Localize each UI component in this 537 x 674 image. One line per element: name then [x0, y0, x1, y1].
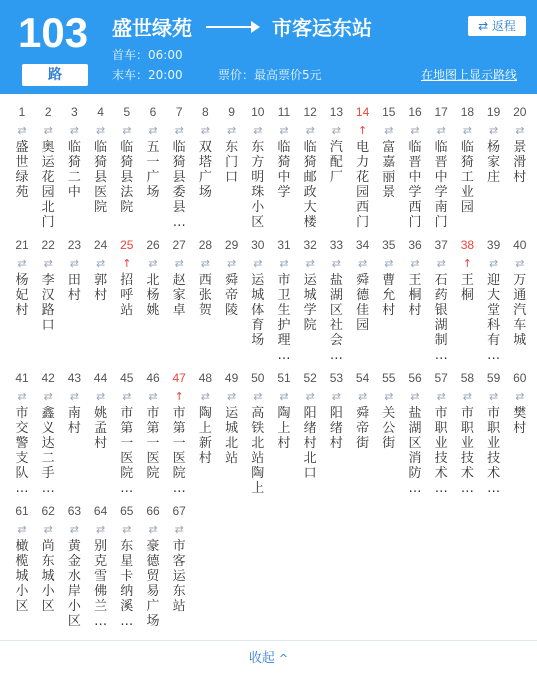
show-route-on-map-link[interactable]: 在地图上显示路线	[421, 68, 518, 82]
end-stop: 市客运东站	[272, 16, 372, 40]
footer	[0, 640, 537, 674]
stop-name: 临 猗 县 法 院	[120, 140, 134, 215]
up-arrow-icon: ↑	[357, 124, 368, 137]
stop-item[interactable]	[402, 237, 428, 318]
stop-item[interactable]	[114, 503, 140, 629]
stop-name: 赵 家 卓	[172, 273, 186, 318]
stop-number: 35	[382, 238, 396, 252]
stop-number: 14	[355, 105, 370, 119]
bidirectional-arrow-icon: ⇄	[384, 390, 394, 403]
stop-item[interactable]	[140, 503, 166, 629]
stop-item[interactable]	[297, 237, 323, 333]
bidirectional-arrow-icon: ⇄	[95, 523, 106, 536]
bidirectional-arrow-icon: ⇄	[69, 257, 79, 270]
stop-item[interactable]	[9, 104, 35, 200]
stop-number: 12	[303, 105, 317, 119]
stop-number: 34	[355, 238, 370, 252]
stop-list	[0, 104, 537, 636]
stop-item[interactable]	[507, 237, 533, 348]
first-bus-label: 首车：	[112, 48, 149, 62]
stop-number: 8	[202, 105, 209, 119]
bidirectional-arrow-icon: ⇄	[462, 124, 472, 137]
stop-number: 65	[120, 504, 134, 518]
stop-name: 舜 德 佳 园	[356, 273, 370, 333]
stop-name: 临 猗 县 医 院	[94, 140, 108, 215]
stop-row	[0, 104, 537, 237]
stop-item[interactable]	[245, 104, 271, 230]
stop-name: 东 门 口	[225, 140, 239, 185]
stop-item[interactable]	[88, 104, 114, 215]
bidirectional-arrow-icon: ⇄	[17, 124, 27, 137]
stop-number: 31	[277, 238, 291, 252]
stop-number: 62	[41, 504, 55, 518]
stop-number: 64	[93, 504, 108, 518]
stop-item[interactable]	[88, 370, 114, 451]
bidirectional-arrow-icon: ⇄	[279, 390, 289, 403]
stop-item[interactable]	[35, 104, 61, 230]
stop-number: 49	[224, 371, 239, 385]
bidirectional-arrow-icon: ⇄	[436, 257, 446, 270]
chevron-up-icon: ^	[278, 652, 289, 665]
stop-name: 田 村	[67, 273, 81, 303]
stop-name: 阳 绪 村 北 口	[303, 406, 317, 481]
bidirectional-arrow-icon: ⇄	[226, 124, 237, 137]
stop-name: 临 晋 中 学 西 门	[408, 140, 422, 230]
stop-item[interactable]	[61, 503, 87, 629]
stop-item[interactable]	[454, 104, 480, 215]
bidirectional-arrow-icon: ⇄	[488, 390, 499, 403]
stop-number: 18	[460, 105, 475, 119]
fare-info: 票价：最高票价5元	[218, 68, 322, 82]
up-arrow-icon: ↑	[122, 257, 132, 270]
stop-number: 20	[513, 105, 527, 119]
stop-item[interactable]	[61, 370, 87, 436]
stop-number: 24	[93, 238, 108, 252]
stop-name: 运 城 学 院	[303, 273, 317, 333]
bidirectional-arrow-icon: ⇄	[174, 124, 184, 137]
stop-name: 招 呼 站	[120, 273, 134, 318]
stop-name: 王 桐	[460, 273, 474, 303]
stop-number: 57	[434, 371, 448, 385]
up-arrow-icon: ↑	[174, 390, 184, 403]
stop-item[interactable]	[35, 370, 61, 496]
stop-number: 1	[18, 105, 26, 119]
stop-item[interactable]	[114, 104, 140, 215]
bidirectional-arrow-icon: ⇄	[515, 257, 525, 270]
stop-item[interactable]	[166, 503, 192, 614]
bidirectional-arrow-icon: ⇄	[331, 390, 341, 403]
bidirectional-arrow-icon: ⇄	[357, 257, 368, 270]
bidirectional-arrow-icon: ⇄	[305, 124, 315, 137]
stop-item[interactable]	[140, 237, 166, 318]
stop-item[interactable]	[376, 237, 402, 318]
stop-item[interactable]	[166, 104, 192, 230]
bidirectional-arrow-icon: ⇄	[462, 390, 472, 403]
stop-number: 37	[434, 238, 448, 252]
stop-item[interactable]	[140, 370, 166, 481]
bidirectional-arrow-icon: ⇄	[174, 523, 184, 536]
bidirectional-arrow-icon: ⇄	[279, 124, 289, 137]
stop-item[interactable]	[192, 104, 218, 200]
stop-number: 58	[460, 371, 475, 385]
stop-item[interactable]	[481, 370, 507, 496]
bidirectional-arrow-icon: ⇄	[253, 257, 263, 270]
bidirectional-arrow-icon: ⇄	[436, 124, 446, 137]
stop-number: 38	[460, 238, 475, 252]
stop-name: 电 力 花 园 西 门	[356, 140, 370, 230]
stop-name: 盛 世 绿 苑	[15, 140, 29, 200]
stop-item[interactable]	[350, 104, 376, 230]
stop-number: 30	[251, 238, 265, 252]
bidirectional-arrow-icon: ⇄	[488, 257, 499, 270]
stop-item[interactable]	[350, 370, 376, 451]
stop-item[interactable]	[9, 370, 35, 496]
stop-item[interactable]	[454, 237, 480, 303]
stop-name: 豪 德 贸 易 广 场	[146, 539, 160, 629]
stop-name: 曹 允 村	[382, 273, 396, 318]
stop-item[interactable]	[140, 104, 166, 200]
stop-item[interactable]	[219, 104, 245, 185]
stop-item[interactable]	[376, 104, 402, 200]
stop-number: 43	[67, 371, 82, 385]
stop-item[interactable]	[350, 237, 376, 333]
stop-item[interactable]	[454, 370, 480, 496]
stop-name: 万 通 汽 车 城	[513, 273, 527, 348]
stop-name: 舜 帝 陵	[225, 273, 239, 318]
start-stop: 盛世绿苑	[112, 16, 192, 40]
bidirectional-arrow-icon: ⇄	[43, 257, 53, 270]
stop-item[interactable]	[297, 370, 323, 481]
stop-name: 市 第 一 医 院 …	[172, 406, 186, 496]
bidirectional-arrow-icon: ⇄	[148, 523, 158, 536]
stop-name: 迎 大 堂 科 有 …	[487, 273, 501, 363]
stop-number: 33	[329, 238, 344, 252]
bidirectional-arrow-icon: ⇄	[515, 124, 525, 137]
stop-name: 高 铁 北 站 陶 上	[251, 406, 265, 496]
stop-number: 19	[486, 105, 501, 119]
stop-name: 市 交 警 支 队 …	[15, 406, 29, 496]
collapse-button[interactable]	[249, 647, 288, 666]
stop-number: 60	[513, 371, 527, 385]
bidirectional-arrow-icon: ⇄	[148, 390, 158, 403]
stop-name: 郭 村	[94, 273, 108, 303]
bidirectional-arrow-icon: ⇄	[331, 257, 341, 270]
stop-item[interactable]	[481, 237, 507, 363]
stop-number: 7	[175, 105, 183, 119]
stop-name: 别 克 雪 佛 兰 …	[94, 539, 108, 629]
stop-item[interactable]	[219, 370, 245, 466]
bidirectional-arrow-icon: ⇄	[17, 523, 27, 536]
stop-name: 关 公 街	[382, 406, 396, 451]
stop-name: 市 职 业 技 术 …	[460, 406, 474, 496]
stop-item[interactable]	[245, 237, 271, 348]
stop-name: 东 方 明 珠 小 区	[251, 140, 265, 230]
stop-item[interactable]	[114, 370, 140, 496]
stop-name: 杨 妃 村	[15, 273, 29, 318]
stop-name: 盐 湖 区 社 会 …	[329, 273, 343, 363]
stop-number: 39	[486, 238, 501, 252]
stop-number: 21	[15, 238, 29, 252]
bidirectional-arrow-icon: ⇄	[122, 124, 132, 137]
bidirectional-arrow-icon: ⇄	[305, 390, 315, 403]
stop-number: 15	[382, 105, 396, 119]
reverse-route-button[interactable]: ⇄ 返程	[468, 16, 526, 36]
bidirectional-arrow-icon: ⇄	[410, 124, 420, 137]
stop-item[interactable]	[61, 104, 87, 200]
stop-name: 奥 运 花 园 北 门	[41, 140, 55, 230]
bidirectional-arrow-icon: ⇄	[148, 257, 158, 270]
stop-item[interactable]	[271, 237, 297, 363]
stop-name: 杨 家 庄	[487, 140, 501, 185]
stop-name: 市 第 一 医 院 …	[120, 406, 134, 496]
stop-number: 32	[303, 238, 317, 252]
stop-number: 44	[93, 371, 108, 385]
stop-item[interactable]	[428, 370, 454, 496]
bidirectional-arrow-icon: ⇄	[253, 124, 263, 137]
stop-number: 47	[172, 371, 186, 385]
stop-item[interactable]	[481, 104, 507, 185]
route-direction	[112, 12, 372, 41]
stop-name: 陶 上 新 村	[198, 406, 212, 466]
stop-name: 南 村	[67, 406, 81, 436]
stop-row	[0, 503, 537, 636]
stop-name: 鑫 义 达 二 手 …	[41, 406, 55, 496]
stop-name: 北 杨 姚	[146, 273, 160, 318]
stop-name: 王 桐 村	[408, 273, 422, 318]
stop-item[interactable]	[192, 370, 218, 466]
up-arrow-icon: ↑	[462, 257, 472, 270]
bidirectional-arrow-icon: ⇄	[488, 124, 499, 137]
first-bus-time: 06:00	[148, 48, 183, 62]
collapse-label: 收起	[248, 651, 275, 666]
stop-name: 石 药 银 湖 制 …	[434, 273, 448, 363]
bidirectional-arrow-icon: ⇄	[17, 257, 27, 270]
stop-item[interactable]	[61, 237, 87, 303]
stop-number: 61	[15, 504, 29, 518]
bidirectional-arrow-icon: ⇄	[410, 390, 420, 403]
stop-name: 市 职 业 技 术 …	[434, 406, 448, 496]
stop-name: 市 卫 生 护 理 …	[277, 273, 291, 363]
stop-number: 51	[277, 371, 291, 385]
stop-name: 临 猗 中 学	[277, 140, 291, 200]
stop-name: 市 客 运 东 站	[172, 539, 186, 614]
stop-item[interactable]	[88, 503, 114, 629]
stop-number: 13	[329, 105, 344, 119]
route-number: 103	[18, 9, 89, 56]
bidirectional-arrow-icon: ⇄	[95, 257, 106, 270]
stop-number: 41	[15, 371, 29, 385]
bidirectional-arrow-icon: ⇄	[43, 523, 53, 536]
bidirectional-arrow-icon: ⇄	[43, 124, 53, 137]
stop-number: 9	[228, 105, 235, 119]
bidirectional-arrow-icon: ⇄	[226, 257, 237, 270]
stop-number: 26	[146, 238, 160, 252]
stop-number: 46	[146, 371, 160, 385]
stop-number: 50	[251, 371, 265, 385]
stop-number: 10	[251, 105, 265, 119]
stop-number: 29	[224, 238, 239, 252]
stop-number: 67	[172, 504, 186, 518]
stop-number: 56	[408, 371, 422, 385]
bidirectional-arrow-icon: ⇄	[515, 390, 525, 403]
bidirectional-arrow-icon: ⇄	[122, 390, 132, 403]
stop-number: 2	[44, 105, 52, 119]
stop-item[interactable]	[35, 237, 61, 333]
stop-item[interactable]	[88, 237, 114, 303]
stop-item[interactable]	[192, 237, 218, 318]
last-bus-time: 20:00	[148, 68, 183, 82]
stop-row	[0, 370, 537, 503]
stop-item[interactable]	[166, 370, 192, 496]
last-bus-info	[112, 66, 183, 83]
bidirectional-arrow-icon: ⇄	[95, 390, 106, 403]
bidirectional-arrow-icon: ⇄	[69, 390, 79, 403]
stop-name: 东 星 卡 纳 溪 …	[120, 539, 134, 629]
stop-name: 市 职 业 技 术 …	[487, 406, 501, 496]
bidirectional-arrow-icon: ⇄	[305, 257, 315, 270]
bidirectional-arrow-icon: ⇄	[200, 390, 210, 403]
stop-item[interactable]	[376, 370, 402, 451]
stop-item[interactable]	[271, 370, 297, 451]
bidirectional-arrow-icon: ⇄	[200, 257, 210, 270]
stop-name: 临 晋 中 学 南 门	[434, 140, 448, 230]
stop-name: 临 猗 邮 政 大 楼	[303, 140, 317, 230]
stop-number: 6	[149, 105, 157, 119]
stop-item[interactable]	[402, 104, 428, 230]
first-bus-info	[112, 46, 183, 63]
bidirectional-arrow-icon: ⇄	[122, 523, 132, 536]
stop-name: 富 嘉 丽 景	[382, 140, 396, 200]
stop-name: 尚 东 城 小 区	[41, 539, 55, 614]
stop-number: 23	[67, 238, 82, 252]
stop-number: 52	[303, 371, 317, 385]
stop-name: 市 第 一 医 院	[146, 406, 160, 481]
stop-number: 59	[486, 371, 501, 385]
stop-item[interactable]	[9, 237, 35, 318]
stop-item[interactable]	[35, 503, 61, 614]
route-header	[0, 0, 537, 94]
bidirectional-arrow-icon: ⇄	[200, 124, 210, 137]
bidirectional-arrow-icon: ⇄	[279, 257, 289, 270]
stop-number: 25	[120, 238, 134, 252]
stop-name: 阳 绪 村	[329, 406, 343, 451]
bidirectional-arrow-icon: ⇄	[43, 390, 53, 403]
stop-number: 45	[120, 371, 134, 385]
stop-item[interactable]	[166, 237, 192, 318]
stop-number: 28	[198, 238, 213, 252]
stop-name: 景 滑 村	[513, 140, 527, 185]
stop-item[interactable]	[323, 370, 349, 451]
stop-number: 66	[146, 504, 160, 518]
stop-name: 临 猗 县 委 县 …	[172, 140, 186, 230]
stop-number: 22	[41, 238, 55, 252]
bidirectional-arrow-icon: ⇄	[331, 124, 341, 137]
stop-name: 五 一 广 场	[146, 140, 160, 200]
stop-number: 5	[123, 105, 131, 119]
stop-number: 36	[408, 238, 422, 252]
stop-name: 橄 榄 城 小 区	[15, 539, 29, 614]
stop-name: 樊 村	[513, 406, 527, 436]
stop-item[interactable]	[402, 370, 428, 496]
stop-item[interactable]	[219, 237, 245, 318]
stop-name: 临 猗 工 业 园	[460, 140, 474, 215]
bidirectional-arrow-icon: ⇄	[357, 390, 368, 403]
bidirectional-arrow-icon: ⇄	[148, 124, 158, 137]
stop-number: 55	[382, 371, 396, 385]
stop-number: 54	[355, 371, 370, 385]
stop-item[interactable]	[9, 503, 35, 614]
stop-name: 李 汉 路 口	[41, 273, 55, 333]
stop-number: 63	[67, 504, 82, 518]
stop-item[interactable]	[507, 370, 533, 436]
stop-name: 汽 配 厂	[329, 140, 343, 185]
bidirectional-arrow-icon: ⇄	[410, 257, 420, 270]
stop-number: 48	[198, 371, 213, 385]
last-bus-label: 末车：	[112, 68, 149, 82]
bidirectional-arrow-icon: ⇄	[95, 124, 106, 137]
stop-item[interactable]	[245, 370, 271, 496]
bidirectional-arrow-icon: ⇄	[69, 523, 79, 536]
bidirectional-arrow-icon: ⇄	[226, 390, 237, 403]
bidirectional-arrow-icon: ⇄	[384, 124, 394, 137]
stop-number: 16	[408, 105, 422, 119]
stop-name: 西 张 贺	[198, 273, 212, 318]
stop-name: 运 城 北 站	[225, 406, 239, 466]
bidirectional-arrow-icon: ⇄	[253, 390, 263, 403]
stop-name: 运 城 体 育 场	[251, 273, 265, 348]
stop-name: 双 塔 广 场	[198, 140, 212, 200]
stop-name: 姚 孟 村	[94, 406, 108, 451]
stop-name: 临 猗 二 中	[67, 140, 81, 200]
stop-number: 53	[329, 371, 344, 385]
stop-number: 17	[434, 105, 448, 119]
stop-name: 舜 帝 街	[356, 406, 370, 451]
stop-number: 27	[172, 238, 186, 252]
stop-item[interactable]	[271, 104, 297, 200]
stop-item[interactable]	[114, 237, 140, 318]
stop-number: 3	[71, 105, 78, 119]
stop-number: 4	[97, 105, 104, 119]
bidirectional-arrow-icon: ⇄	[174, 257, 184, 270]
stop-name: 盐 湖 区 消 防 …	[408, 406, 422, 496]
route-suffix: 路	[22, 64, 88, 86]
stop-item[interactable]	[507, 104, 533, 185]
stop-item[interactable]	[428, 104, 454, 230]
stop-number: 42	[41, 371, 55, 385]
stop-number: 11	[277, 105, 291, 119]
stop-item[interactable]	[323, 237, 349, 363]
stop-number: 40	[513, 238, 527, 252]
arrow-right-icon	[206, 26, 258, 28]
bidirectional-arrow-icon: ⇄	[384, 257, 394, 270]
stop-row	[0, 237, 537, 370]
stop-name: 陶 上 村	[277, 406, 291, 451]
bidirectional-arrow-icon: ⇄	[69, 124, 79, 137]
bidirectional-arrow-icon: ⇄	[17, 390, 27, 403]
stop-item[interactable]	[323, 104, 349, 185]
bidirectional-arrow-icon: ⇄	[436, 390, 446, 403]
stop-name: 黄 金 水 岸 小 区	[67, 539, 81, 629]
stop-item[interactable]	[428, 237, 454, 363]
stop-item[interactable]	[297, 104, 323, 230]
